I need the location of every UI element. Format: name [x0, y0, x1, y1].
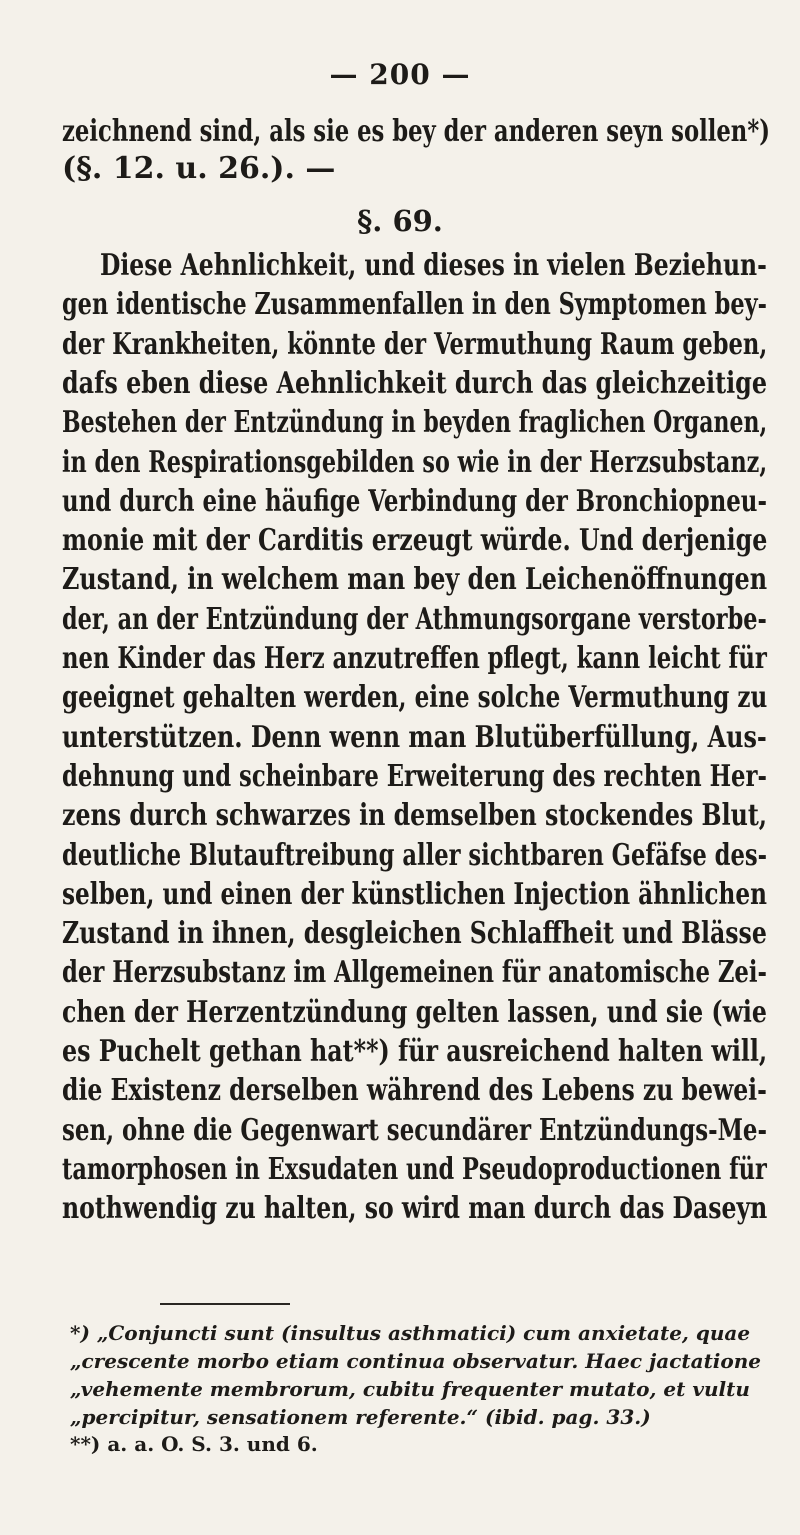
body-line: geeignet gehalten werden, eine solche Vermuthung zu — [62, 680, 768, 715]
body-line: die Existenz derselben während des Lebens zu bewei- — [62, 1073, 767, 1108]
body-line: Bestehen der Entzündung in beyden fraglichen Organen, — [62, 405, 768, 440]
footnote-1-line-1: *) „Conjuncti sunt (insultus asthmatici) cum anxietate, quae — [70, 1321, 751, 1345]
body-line: der, an der Entzündung der Athmungsorgane verstorbe- — [62, 602, 767, 637]
body-line: deutliche Blutauftreibung aller sichtbaren Gefäfse des- — [62, 838, 767, 873]
body-line: der Krankheiten, könnte der Vermuthung Raum geben, — [62, 327, 768, 362]
body-line: gen identische Zusammenfallen in den Symptomen bey- — [62, 287, 767, 322]
section-heading: §. 69. — [357, 204, 443, 238]
body-line: Zustand in ihnen, desgleichen Schlaffheit und Blässe — [62, 916, 767, 951]
footnote-2-line-1: **) a. a. O. S. 3. und 6. — [70, 1432, 318, 1456]
body-line: Zustand, in welchem man bey den Leichenöffnungen — [62, 562, 768, 597]
body-line: monie mit der Carditis erzeugt würde. Und derjenige — [62, 523, 768, 558]
footnote-1-line-4: „percipitur, sensationem referente.“ (ibid. pag. 33.) — [70, 1405, 651, 1429]
body-line: unterstützen. Denn wenn man Blutüberfüllung, Aus- — [62, 720, 767, 755]
continuation-line-1: zeichnend sind, als sie es bey der anderen seyn sollen*) — [62, 114, 770, 149]
body-line: dafs eben diese Aehnlichkeit durch das gleichzeitige — [62, 366, 767, 401]
body-line: selben, und einen der künstlichen Injection ähnlichen — [62, 877, 767, 912]
continuation-line-2: (§. 12. u. 26.). — — [62, 151, 336, 186]
body-line: chen der Herzentzündung gelten lassen, und sie (wie — [62, 995, 767, 1030]
body-line: in den Respirationsgebilden so wie in der Herzsubstanz, — [62, 445, 768, 480]
body-line: der Herzsubstanz im Allgemeinen für anatomische Zei- — [62, 955, 767, 990]
footnote-rule — [160, 1303, 290, 1305]
body-line: nen Kinder das Herz anzutreffen pflegt, kann leicht für — [62, 641, 767, 676]
page-number: — 200 — — [329, 58, 471, 91]
body-line: dehnung und scheinbare Erweiterung des rechten Her- — [62, 759, 767, 794]
footnote-1-line-2: „crescente morbo etiam continua observatur. Haec jactatione — [70, 1349, 762, 1373]
body-line: es Puchelt gethan hat**) für ausreichend halten will, — [62, 1034, 768, 1069]
footnote-1-line-3: „vehemente membrorum, cubitu frequenter mutato, et vultu — [70, 1377, 750, 1401]
body-line: sen, ohne die Gegenwart secundärer Entzündungs-Me- — [62, 1113, 768, 1148]
body-line: tamorphosen in Exsudaten und Pseudoproductionen für — [62, 1152, 767, 1187]
body-line: nothwendig zu halten, so wird man durch das Daseyn — [62, 1191, 768, 1226]
body-line: zens durch schwarzes in demselben stockendes Blut, — [62, 798, 768, 833]
body-line: und durch eine häufige Verbindung der Bronchiopneu- — [62, 484, 767, 519]
body-line: Diese Aehnlichkeit, und dieses in vielen Beziehun- — [100, 248, 767, 283]
